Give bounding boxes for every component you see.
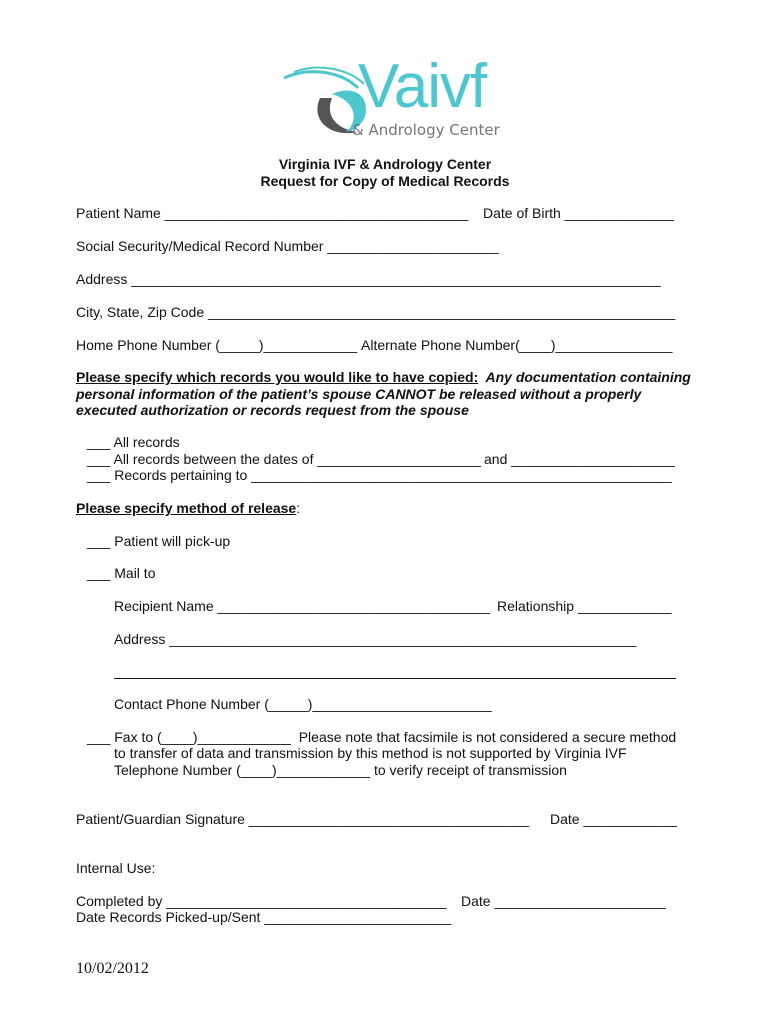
address-field[interactable]: Address ____________________________________________________________________: [76, 271, 661, 287]
logo-subtitle: & Andrology Center: [352, 121, 500, 139]
date-of-birth-field[interactable]: Date of Birth ______________: [483, 205, 674, 221]
records-heading: Please specify which records you would like to have copied:: [76, 369, 479, 385]
spouse-warning-3: executed authorization or records request from the spouse: [76, 402, 469, 418]
option-mail[interactable]: ___ Mail to: [87, 565, 156, 581]
completed-by-field[interactable]: Completed by ____________________________________: [76, 893, 447, 909]
option-all-records[interactable]: ___ All records: [87, 434, 180, 450]
recipient-name-field[interactable]: Recipient Name ___________________________________: [114, 598, 491, 614]
mail-address-line2[interactable]: [114, 678, 676, 679]
fax-note-line2: to transfer of data and transmission by this method is not supported by Virginia IVF: [114, 745, 627, 761]
contact-phone-field[interactable]: Contact Phone Number (_____)_______________________: [114, 696, 492, 712]
alt-phone-field[interactable]: Alternate Phone Number(____)_______________: [361, 337, 673, 353]
completed-date-field[interactable]: Date ______________________: [461, 893, 666, 909]
form-title: Request for Copy of Medical Records: [260, 173, 510, 189]
relationship-field[interactable]: Relationship ____________: [497, 598, 672, 614]
option-fax[interactable]: ___ Fax to (____)____________ Please note that facsimile is not considered a secure method: [87, 729, 677, 745]
option-pickup[interactable]: ___ Patient will pick-up: [87, 533, 231, 549]
release-heading-colon: :: [296, 500, 301, 516]
form-org-title: Virginia IVF & Andrology Center: [278, 156, 492, 172]
option-records-pertaining[interactable]: ___ Records pertaining to ______________________________________________________: [87, 467, 672, 483]
ssn-field[interactable]: Social Security/Medical Record Number ______________________: [76, 238, 499, 254]
internal-use-heading: Internal Use:: [76, 860, 156, 876]
option-records-between[interactable]: ___ All records between the dates of _____________________: [87, 451, 481, 467]
form-revision-date: 10/02/2012: [76, 960, 149, 977]
mail-address-field[interactable]: Address ____________________________________________________________: [114, 631, 637, 647]
release-heading-line: [76, 500, 300, 517]
picked-up-date-field[interactable]: Date Records Picked-up/Sent ________________________: [76, 909, 452, 925]
city-state-zip-field[interactable]: City, State, Zip Code ____________________________________________________________: [76, 304, 676, 320]
home-phone-field[interactable]: Home Phone Number (_____)____________: [76, 337, 357, 353]
option-records-end-date[interactable]: and _____________________: [484, 451, 675, 467]
release-heading: Please specify method of release: [76, 500, 297, 516]
spouse-warning-1: Any documentation containing: [478, 369, 691, 385]
signature-field[interactable]: Patient/Guardian Signature ____________________________________: [76, 811, 530, 827]
records-instruction-line1: [76, 369, 691, 386]
spouse-warning-2: personal information of the patient’s spouse CANNOT be released without a properly: [76, 386, 642, 402]
signature-date-field[interactable]: Date ____________: [550, 811, 677, 827]
fax-telephone-field[interactable]: Telephone Number (____)____________ to verify receipt of transmission: [114, 762, 567, 778]
patient-name-field[interactable]: Patient Name _______________________________________: [76, 205, 469, 221]
logo-wordmark: Vaivf: [358, 52, 487, 121]
